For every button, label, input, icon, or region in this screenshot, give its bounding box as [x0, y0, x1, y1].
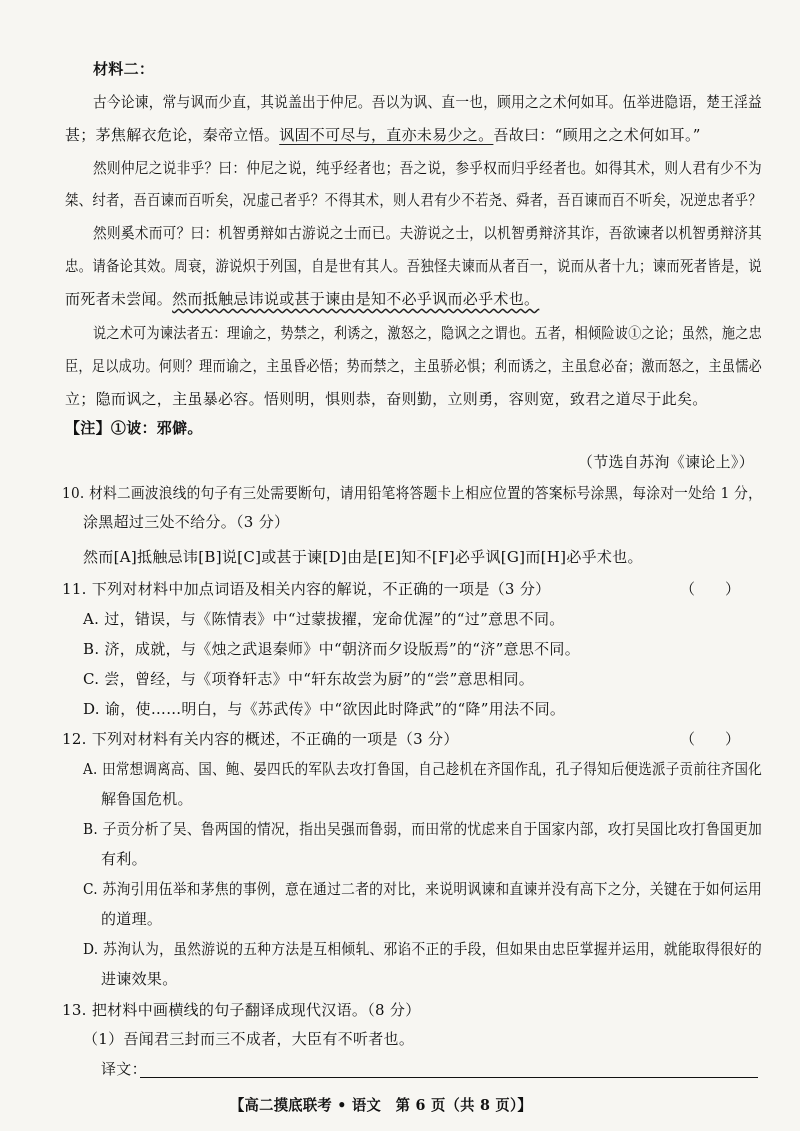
passage-line: 而死者未尝闻。然而抵触忌讳说或甚于谏由是知不必乎讽而必乎术也。 [65, 290, 540, 308]
passage-line: 说之术可为谏法者五：理谕之，势禁之，利诱之，激怒之，隐讽之之谓也。五者，相倾险诐①之论；虽然，施之忠 [93, 324, 763, 342]
underlined-sentence: 讽固不可尽与，直亦未易少之。 [279, 126, 494, 144]
wavy-sentence: 然而抵触忌讳说或甚于谏由是知不必乎讽而必乎术也。 [172, 290, 540, 308]
page-footer: 【高二摸底联考 • 语文 第 6 页（共 8 页）】 [229, 1096, 533, 1114]
footnote: 【注】①诐：邪僻。 [65, 419, 203, 437]
answer-paren[interactable]: （ ） [680, 730, 741, 748]
material-heading: 材料二： [93, 60, 155, 78]
option-c: C. 苏洵引用伍举和茅焦的事例，意在通过二者的对比，来说明讽谏和直谏并没有高下之分，关键在于如何运用 [83, 880, 763, 898]
option-c-cont: 的道理。 [101, 910, 163, 928]
translation-label: 译文： [101, 1060, 147, 1078]
option-a: A. 过，错误，与《陈情表》中“过蒙拔擢，宠命优渥”的“过”意思不同。 [83, 610, 565, 628]
translation-answer-line[interactable] [140, 1077, 758, 1078]
question-10-stem-cont: 涂黑超过三处不给分。（3 分） [83, 513, 290, 531]
option-c: C. 尝，曾经，与《项脊轩志》中“轩东故尝为厨”的“尝”意思相同。 [83, 670, 535, 688]
answer-paren[interactable]: （ ） [680, 580, 741, 598]
source-citation: （节选自苏洵《谏论上》） [577, 453, 754, 471]
passage-line: 立；隐而讽之，主虽暴必容。悟则明，惧则恭，奋则勤，立则勇，容则宽，致君之道尽于此矣。 [65, 390, 708, 408]
question-13-sub1: （1）吾闻君三封而三不成者，大臣有不听者也。 [83, 1030, 415, 1048]
option-d-cont: 进谏效果。 [101, 970, 178, 988]
question-10-stem: 10. 材料二画波浪线的句子有三处需要断句，请用铅笔将答题卡上相应位置的答案标号涂黑，每涂对一处给 1 分， [62, 484, 763, 502]
passage-line: 甚；茅焦解衣危论，秦帝立悟。讽固不可尽与，直亦未易少之。吾故曰：“顾用之之术何如耳。” [65, 126, 701, 144]
question-10-sentence: 然而[A]抵触忌讳[B]说[C]或甚于谏[D]由是[E]知不[F]必乎讽[G]而[H]必乎术也。 [83, 548, 643, 566]
passage-line: 臣，足以成功。何则？理而谕之，主虽昏必悟；势而禁之，主虽骄必惧；利而诱之，主虽怠必奋；激而怒之，主虽懦必 [65, 357, 763, 375]
question-13-stem: 13. 把材料中画横线的句子翻译成现代汉语。（8 分） [62, 1001, 421, 1019]
option-d: D. 谕，使……明白，与《苏武传》中“欲因此时降武”的“降”用法不同。 [83, 700, 566, 718]
passage-line: 古今论谏，常与讽而少直，其说盖出于仲尼。吾以为讽、直一也，顾用之之术何如耳。伍举进隐语，楚王淫益 [93, 93, 762, 111]
option-d: D. 苏洵认为，虽然游说的五种方法是互相倾轧、邪谄不正的手段，但如果由忠臣掌握并运用，就能取得很好的 [83, 940, 763, 958]
option-a: A. 田常想调离高、国、鲍、晏四氏的军队去攻打鲁国，自己趁机在齐国作乱，孔子得知后便选派子贡前往齐国化 [83, 760, 762, 778]
question-11-stem: 11. 下列对材料中加点词语及相关内容的解说，不正确的一项是（3 分） [62, 580, 551, 598]
option-b: B. 子贡分析了吴、鲁两国的情况，指出吴强而鲁弱，而田常的忧虑来自于国家内部，攻打吴国比攻打鲁国更加 [83, 820, 763, 838]
option-b: B. 济，成就，与《烛之武退秦师》中“朝济而夕设版焉”的“济”意思不同。 [83, 640, 581, 658]
passage-line: 桀、纣者，吾百谏而百听矣，况虚己者乎？不得其术，则人君有少不若尧、舜者，吾百谏而百不听矣，况逆忠者乎？ [65, 191, 762, 209]
option-a-cont: 解鲁国危机。 [101, 790, 193, 808]
passage-line: 然则仲尼之说非乎？曰：仲尼之说，纯乎经者也；吾之说，参乎权而归乎经者也。如得其术，则人君有少不为 [93, 159, 762, 177]
passage-line: 然则奚术而可？曰：机智勇辩如古游说之士而已。夫游说之士，以机智勇辩济其诈，吾欲谏者以机智勇辩济其 [93, 224, 762, 242]
question-12-stem: 12. 下列对材料有关内容的概述，不正确的一项是（3 分） [62, 730, 459, 748]
passage-line: 忠。请备论其效。周衰，游说炽于列国，自是世有其人。吾独怪夫谏而从者百一，说而从者十九；谏而死者皆是，说 [65, 257, 762, 275]
option-b-cont: 有利。 [101, 850, 147, 868]
